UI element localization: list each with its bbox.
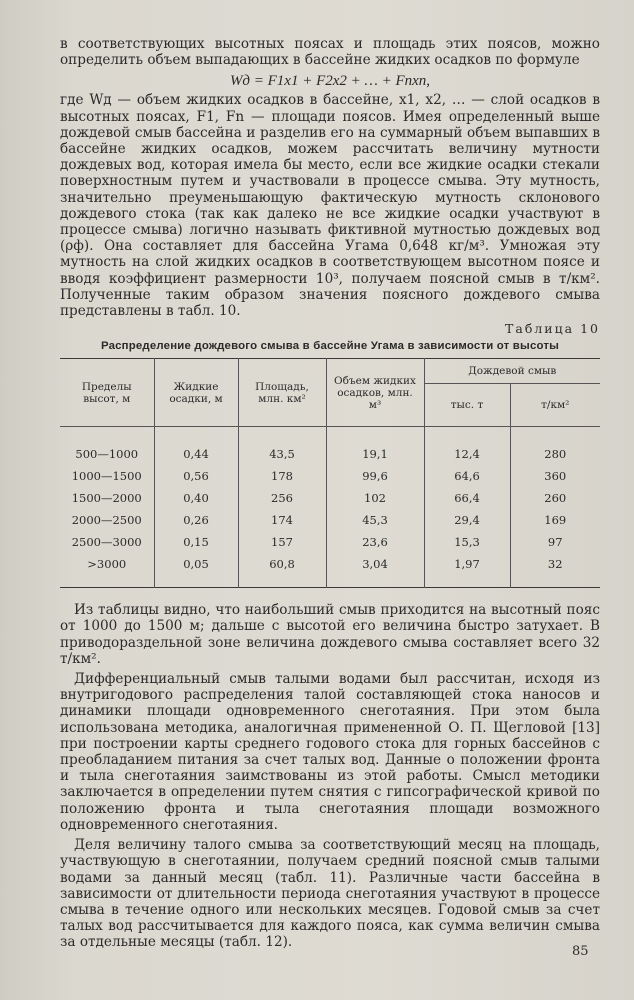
cell-precip: 0,26 [154, 509, 238, 531]
cell-t-per-km2: 360 [510, 465, 600, 487]
cell-thousand-t: 1,97 [424, 553, 510, 588]
table-title: Распределение дождевого смыва в бассейне Угама в зависимости от высоты [100, 340, 560, 353]
cell-t-per-km2: 260 [510, 487, 600, 509]
page-number: 85 [572, 944, 589, 959]
cell-volume: 45,3 [326, 509, 424, 531]
cell-heights: 500—1000 [75, 447, 139, 462]
cell-precip: 0,40 [154, 487, 238, 509]
cell-thousand-t: 64,6 [424, 465, 510, 487]
cell-volume: 3,04 [326, 553, 424, 588]
text-column [60, 36, 600, 951]
cell-heights: >3000 [87, 557, 127, 572]
formula: Wд = F1x1 + F2x2 + … + Fnxn, [229, 73, 431, 90]
header-thousand-t: тыс. т [424, 384, 510, 427]
table-row [60, 553, 600, 588]
table-row [60, 487, 600, 509]
cell-area: 178 [238, 465, 326, 487]
cell-heights: 2000—2500 [71, 513, 142, 528]
cell-area: 43,5 [238, 427, 326, 466]
cell-thousand-t: 29,4 [424, 509, 510, 531]
cell-volume: 99,6 [326, 465, 424, 487]
header-area: Площадь, млн. км² [238, 359, 326, 427]
table-row [60, 427, 600, 466]
cell-heights: 2500—3000 [71, 535, 142, 550]
cell-area: 256 [238, 487, 326, 509]
paragraph-1-start: в соответствующих высотных поясах и площадь этих поясов, можно определить объем выпадающих в бассейне жидких осадков по формуле [60, 36, 600, 69]
cell-t-per-km2: 169 [510, 509, 600, 531]
header-volume: Объем жидких осадков, млн. м³ [326, 359, 424, 427]
table-row [60, 509, 600, 531]
cell-t-per-km2: 32 [510, 553, 600, 588]
cell-precip: 0,44 [154, 427, 238, 466]
header-washoff: Дождевой смыв [424, 359, 600, 384]
paragraph-4: Деля величину талого смыва за соответствующий месяц на площадь, участвующую в снеготаянии, получаем средний поясной смыв талыми водами за данный месяц (табл. 11). Различные части бассейна в зависимости от длительности периода снеготаяния участвуют в процессе смыва в течение одного или нескольких месяцев. Годовой смыв за счет талых вод рассчитывается для каждого пояса, как сумма величин смыва за отдельные месяцы (табл. 12). [60, 837, 600, 951]
paragraph-3: Дифференциальный смыв талыми водами был рассчитан, исходя из внутригодового распределения талой составляющей стока наносов и динамики площади одновременного снеготаяния. При этом была использована методика, аналогичная примененной О. П. Щегловой [13] при построении карты среднего годового стока для горных бассейнов с преобладанием питания за счет талых вод. Данные о положении фронта и тыла снеготаяния заимствованы из этой работы. Смысл методики заключается в определении путем снятия с гипсографической кривой по положению фронта и тыла снеготаяния площади возможного одновременного снеготаяния. [60, 671, 600, 833]
cell-volume: 19,1 [326, 427, 424, 466]
table-row [60, 531, 600, 553]
cell-t-per-km2: 97 [510, 531, 600, 553]
cell-volume: 102 [326, 487, 424, 509]
cell-precip: 0,05 [154, 553, 238, 588]
header-precip: Жидкие осадки, м [154, 359, 238, 427]
paragraph-2: Из таблицы видно, что наибольший смыв приходится на высотный пояс от 1000 до 1500 м; дальше с высотой его величина быстро затухает. В приводораздельной зоне величина дождевого смыва составляет всего 32 т/км². [60, 602, 600, 667]
cell-precip: 0,15 [154, 531, 238, 553]
cell-heights: 1000—1500 [71, 469, 142, 484]
cell-thousand-t: 12,4 [424, 427, 510, 466]
header-t-per-km2: т/км² [510, 384, 600, 427]
cell-thousand-t: 15,3 [424, 531, 510, 553]
cell-thousand-t: 66,4 [424, 487, 510, 509]
cell-precip: 0,56 [154, 465, 238, 487]
table-row [60, 465, 600, 487]
cell-t-per-km2: 280 [510, 427, 600, 466]
table-number: Таблица 10 [505, 321, 600, 337]
cell-area: 60,8 [238, 553, 326, 588]
cell-area: 174 [238, 509, 326, 531]
cell-volume: 23,6 [326, 531, 424, 553]
cell-heights: 1500—2000 [71, 491, 142, 506]
data-table [60, 358, 600, 588]
cell-area: 157 [238, 531, 326, 553]
header-heights: Пределы высот, м [81, 380, 132, 405]
paragraph-1-continued: где Wд — объем жидких осадков в бассейне, x1, x2, … — слой осадков в высотных поясах, F1, Fn — площади поясов. Имея определенный выше дождевой смыв бассейна и разделив его на суммарный объем выпавших в бассейне жидких осадков, можем рассчитать величину мутности дождевых вод, которая имела бы место, если все жидкие осадки стекали поверхностным путем и участвовали в процессе смыва. Эту мутность, значительно преуменьшающую фактическую мутность склонового дождевого стока (так как далеко не все жидкие осадки участвуют в процессе смыва) логично называть фиктивной мутностью дождевых вод (ρф). Она составляет для бассейна Угама 0,648 кг/м³. Умножая эту мутность на слой жидких осадков в соответствующем высотном поясе и вводя коэффициент размерности 10³, получаем поясной смыв в т/км². Полученные таким образом значения поясного дождевого смыва представлены в табл. 10. [60, 92, 600, 320]
